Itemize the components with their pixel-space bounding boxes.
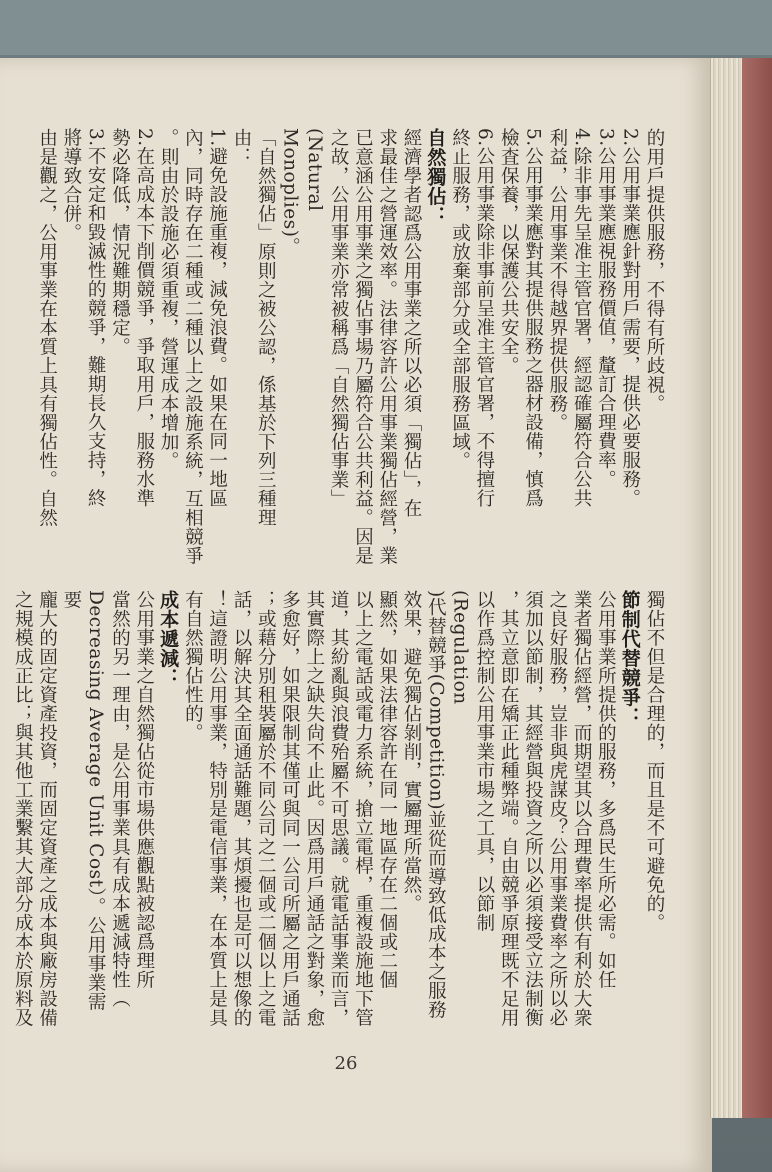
text-line: 3.不安定和毀滅性的競爭，難期長久支持，終 bbox=[85, 128, 107, 508]
text-line: 多愈好，如果限制其僅可與同一公司所屬之用戶通話 bbox=[279, 590, 301, 1027]
text-line: 。則由於設施必須重複，營運成本增加。 bbox=[158, 128, 180, 470]
text-line: 3.公用事業應視服務價值，釐訂合理費率。 bbox=[595, 128, 617, 489]
text-line: 須加以節制，其經營與投資之所以必須接受立法制衡 bbox=[522, 590, 544, 1027]
text-line: 將導致合併。 bbox=[60, 128, 82, 242]
text-line: 2.在高成本下削價競爭，爭取用戶，服務水準 bbox=[133, 128, 155, 508]
text-line: 由： bbox=[230, 128, 252, 166]
text-line: ，其立意即在矯正此種弊端。自由競爭原理既不足用 bbox=[498, 590, 520, 1027]
text-line: )代替競爭(Competition)並從而導致低成本之服務 bbox=[425, 590, 447, 1020]
text-line: 5.公用事業應對其提供服務之器材設備，慎爲 bbox=[522, 128, 544, 508]
text-line: ！這證明公用事業，特別是電信事業，在本質上是具 bbox=[206, 590, 228, 1027]
text-line: 求最佳之營運效率。法律容許公用事業獨佔經營，業 bbox=[376, 128, 398, 565]
section-heading: 成本遞減： bbox=[157, 590, 180, 688]
text-line: 終止服務，或放棄部分或全部服務區域。 bbox=[449, 128, 471, 470]
text-line: 以上之電話或電力系統，搶立電桿，重複設施地下管 bbox=[352, 590, 374, 1027]
text-line: 之規模成正比；與其他工業繫其大部分成本於原料及 bbox=[12, 590, 34, 1027]
text-line: 獨佔不但是合理的，而且是不可避免的。 bbox=[644, 590, 665, 932]
text-line: 檢査保養，以保護公共安全。 bbox=[498, 128, 520, 375]
text-line: 話，以解決其全面通話難題，其煩擾也是可以想像的 bbox=[230, 590, 252, 1027]
text-line: 已意涵公用事業之獨佔事場乃屬符合公共利益。因是 bbox=[352, 128, 374, 565]
text-line: 以作爲控制公用事業市場之工具，以節制(Regulation bbox=[449, 590, 495, 932]
section-heading: 節制代替競爭： bbox=[618, 590, 641, 727]
text-line: 當然的另一理由，是公用事業具有成本遞減特性（ bbox=[109, 590, 131, 1008]
text-line: 有自然獨佔性的。 bbox=[182, 590, 204, 742]
text-line: 2.公用事業應針對用戶需要，提供必要服務。 bbox=[619, 128, 641, 508]
text-line: 1.避免設施重複，減免浪費。如果在同一地區 bbox=[206, 128, 228, 508]
page-number: 26 bbox=[334, 1053, 358, 1074]
text-line: 4.除非事先呈准主管官署，經認確屬符合公共 bbox=[571, 128, 593, 508]
book-cover-edge bbox=[742, 58, 772, 1118]
text-line: 的用戶提供服務，不得有所歧視。 bbox=[644, 128, 665, 413]
text-line: 「自然獨佔」原則之被公認，係基於下列三種理 bbox=[255, 128, 277, 527]
text-line: 勢必降低，情況難期穩定。 bbox=[109, 128, 131, 356]
text-line: Monoplies)。 bbox=[279, 128, 301, 257]
text-line: 內，同時存在二種或二種以上之設施系統，互相競爭 bbox=[182, 128, 204, 565]
text-line: 由是觀之，公用事業在本質上具有獨佔性。自然 bbox=[36, 128, 58, 527]
text-block-bottom bbox=[12, 590, 666, 1030]
text-line: 道，其紛亂與浪費殆屬不可思議。就電話事業而言， bbox=[328, 590, 350, 1027]
text-line: 利益，公用事業不得越界提供服務。 bbox=[546, 128, 568, 432]
text-line: Decreasing Average Unit Cost）。公用事業需要 bbox=[60, 590, 107, 1012]
text-line: 6.公用事業除非事前呈准主管官署，不得擅行 bbox=[473, 128, 495, 508]
text-line: 公用事業之自然獨佔從市場供應觀點被認爲理所 bbox=[133, 590, 155, 989]
text-line: ；或藉分別租裝屬於不同公司之二個或二個以上之電 bbox=[255, 590, 277, 1027]
section-heading: 自然獨佔： bbox=[424, 128, 447, 226]
text-block-top bbox=[36, 128, 666, 588]
text-line: 業者獨佔經營，而期望其以合理費率提供有利於大衆 bbox=[571, 590, 593, 1027]
text-line: 效果，避免獨佔剝削，實屬理所當然。 bbox=[401, 590, 423, 913]
text-line: 顯然，如果法律容許在同一地區存在二個或二個 bbox=[376, 590, 398, 989]
text-line: 經濟學者認爲公用事業之所以必須「獨佔」，在 bbox=[401, 128, 423, 518]
text-line: 之良好服務，豈非與虎謀皮？公用事業費率之所以必 bbox=[546, 590, 568, 1027]
text-line: 公用事業所提供的服務，多爲民生所必需。如任 bbox=[595, 590, 617, 989]
text-line: 其實際上之缺失尙不止此。因爲用戶通話之對象，愈 bbox=[303, 590, 325, 1027]
text-line: 之故，公用事業亦常被稱爲「自然獨佔事業」(Natural bbox=[303, 128, 350, 508]
text-line: 龐大的固定資產投資，而固定資產之成本與廠房設備 bbox=[36, 590, 58, 1027]
